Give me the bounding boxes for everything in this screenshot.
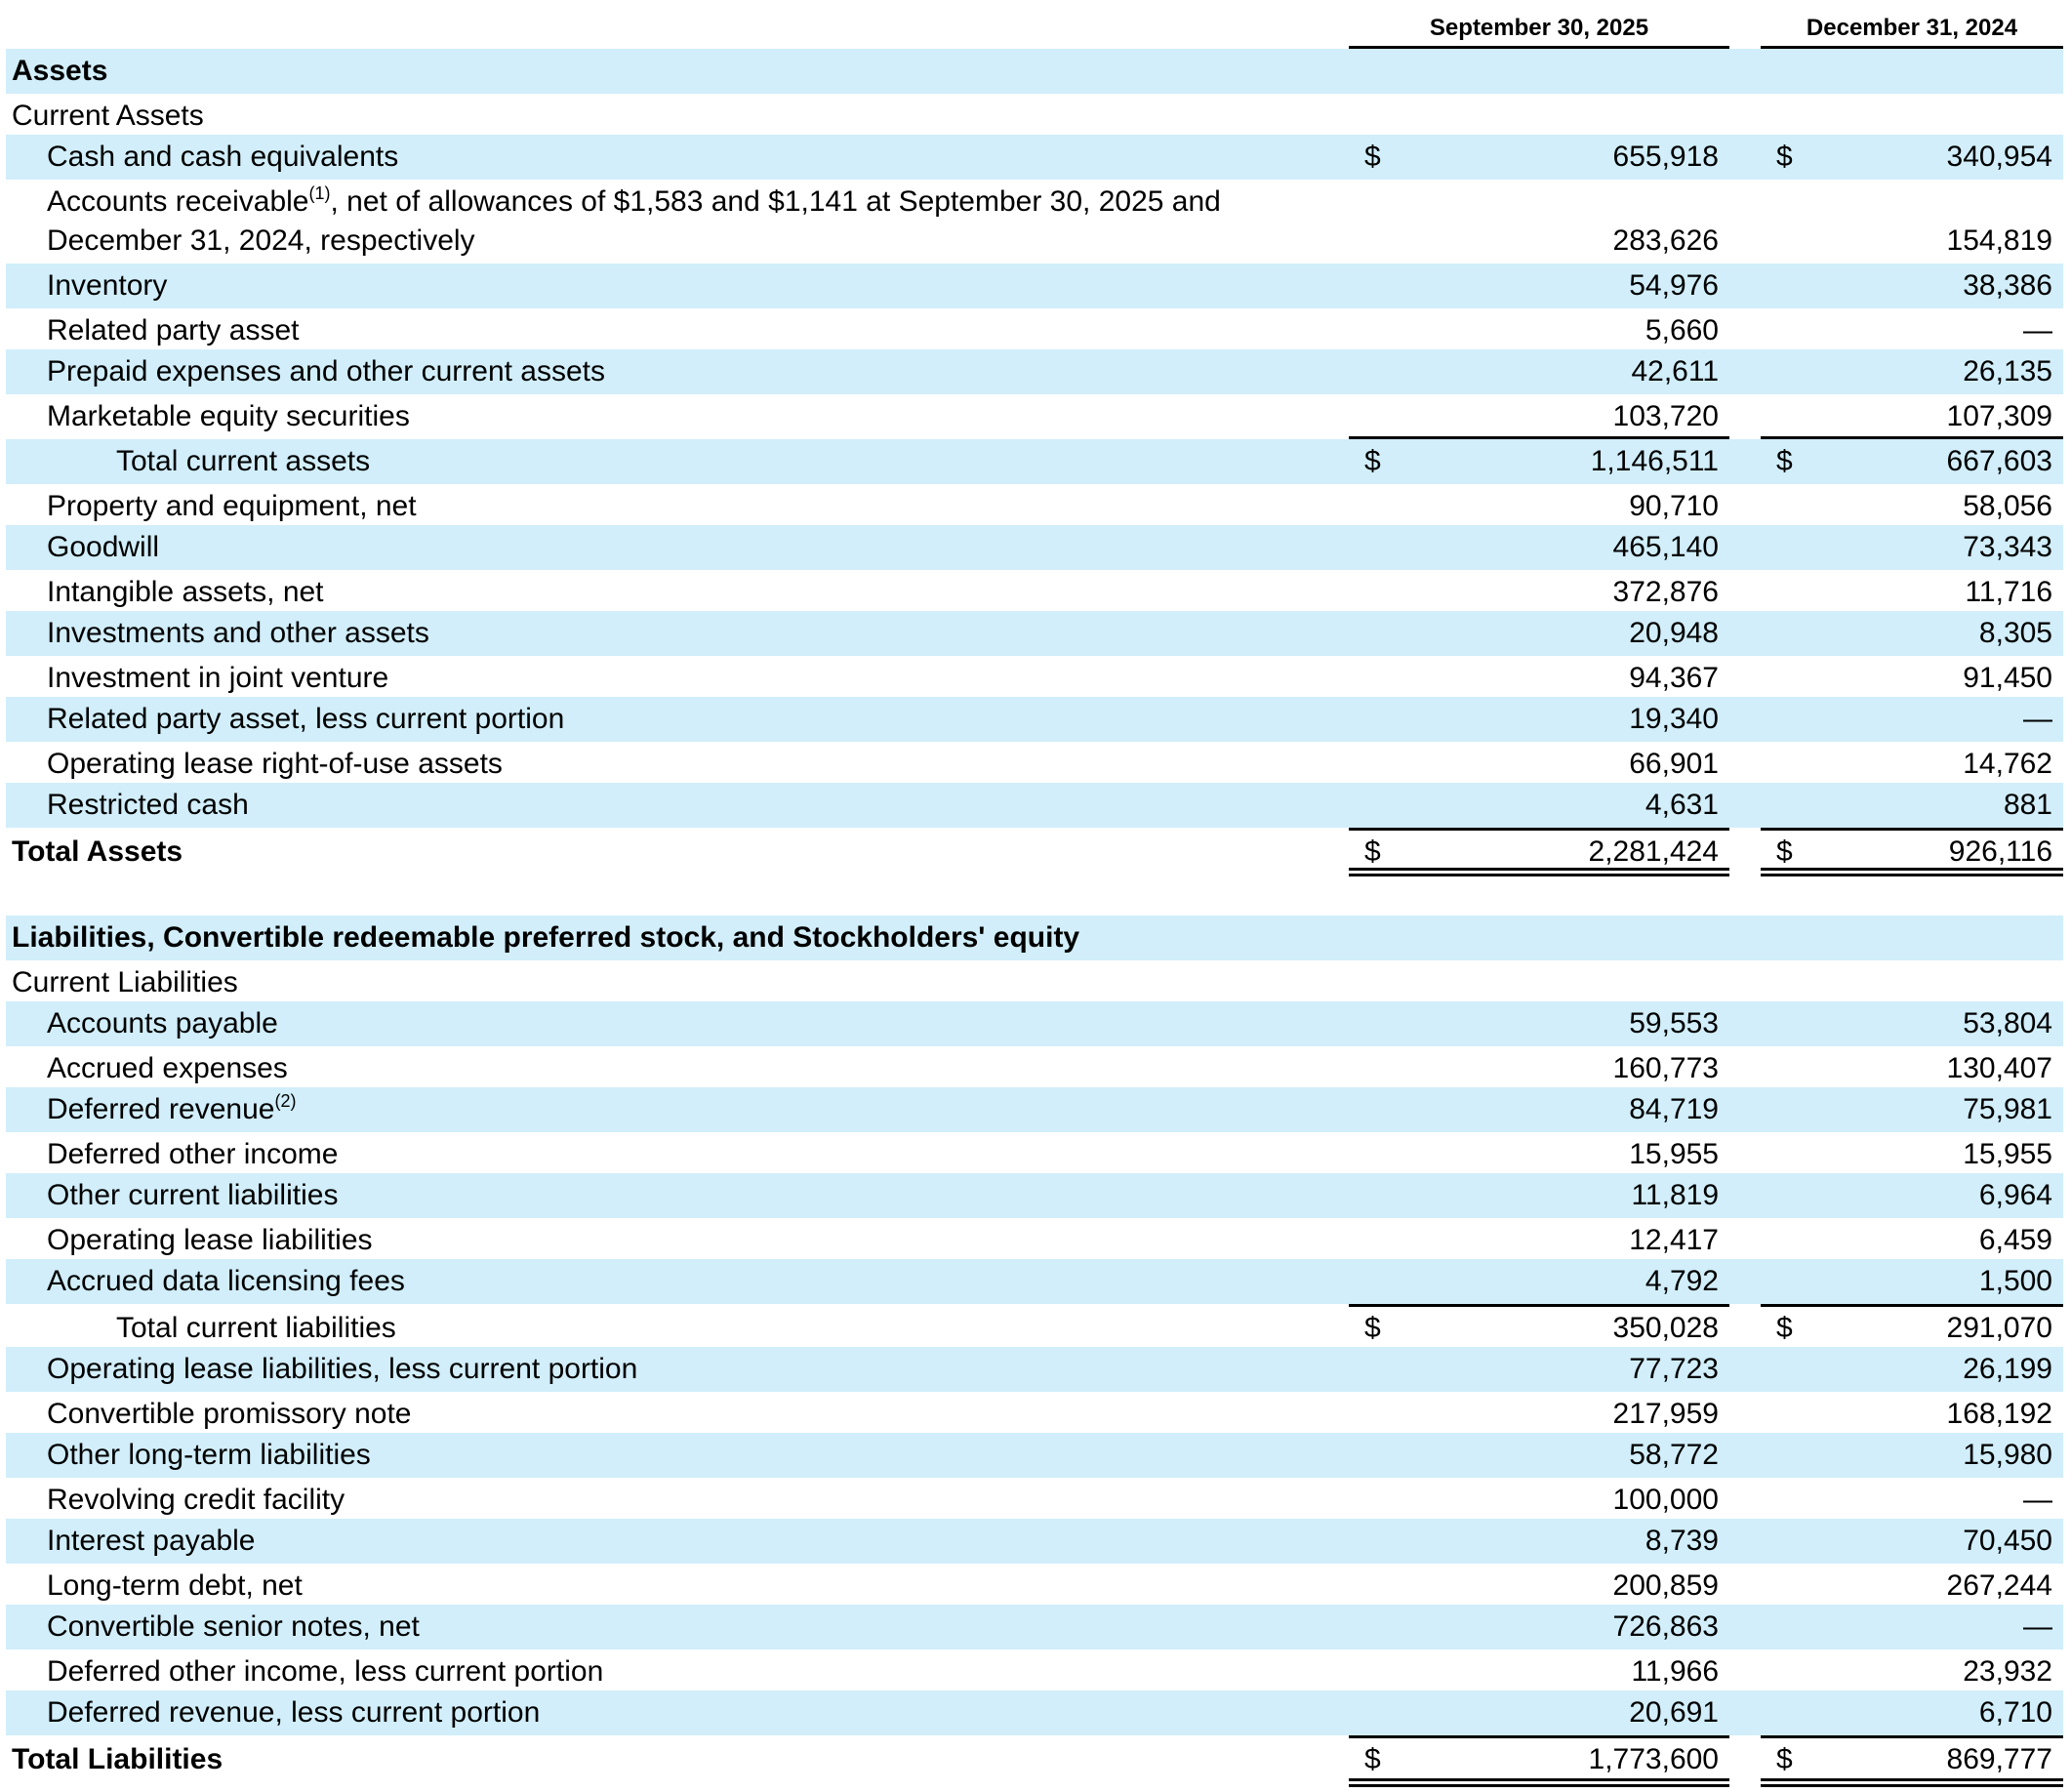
value-sep-2025: 5,660	[1645, 314, 1719, 346]
row-label: Prepaid expenses and other current assets	[47, 355, 606, 387]
value-dec-2024: 91,450	[1963, 662, 2052, 694]
subtotal-row	[6, 439, 2063, 484]
section-title: Liabilities, Convertible redeemable preferred stock, and Stockholders' equity	[12, 921, 1080, 954]
value-sep-2025: 217,959	[1612, 1398, 1719, 1430]
value-sep-2025: 20,691	[1629, 1696, 1719, 1729]
currency-symbol: $	[1776, 141, 1793, 173]
subsection-current-assets	[6, 94, 2063, 135]
double-underline	[1761, 874, 2063, 876]
section-title: Assets	[12, 55, 108, 87]
value-sep-2025: 42,611	[1631, 355, 1719, 387]
value-sep-2025: 1,773,600	[1588, 1743, 1719, 1775]
row-label-continued: December 31, 2024, respectively	[47, 224, 475, 257]
table-row	[6, 1218, 2063, 1259]
table-row	[6, 394, 2063, 435]
row-label: Long-term debt, net	[47, 1569, 303, 1602]
table-row	[6, 264, 2063, 308]
table-row	[6, 525, 2063, 570]
table-row	[6, 1347, 2063, 1392]
value-dec-2024: 168,192	[1946, 1398, 2052, 1430]
value-dec-2024: —	[2023, 1610, 2052, 1643]
subtotal-row	[6, 1306, 2063, 1347]
subsection-title: Current Liabilities	[12, 966, 238, 998]
table-row	[6, 1046, 2063, 1087]
value-dec-2024: 8,305	[1978, 617, 2052, 649]
value-dec-2024: 14,762	[1963, 748, 2052, 780]
row-label: Total Assets	[12, 835, 183, 868]
row-label: Related party asset	[47, 314, 300, 346]
value-sep-2025: 12,417	[1629, 1224, 1719, 1256]
footnote-marker: (2)	[274, 1091, 297, 1111]
value-sep-2025: 19,340	[1629, 703, 1719, 735]
value-dec-2024: 6,964	[1978, 1179, 2052, 1211]
value-dec-2024: 881	[2003, 789, 2052, 821]
value-sep-2025: 20,948	[1629, 617, 1719, 649]
value-sep-2025: 726,863	[1612, 1610, 1719, 1643]
table-row	[6, 656, 2063, 697]
footnote-marker: (1)	[308, 183, 331, 203]
row-label: Investments and other assets	[47, 617, 429, 649]
table-row	[6, 783, 2063, 828]
value-sep-2025: 350,028	[1612, 1312, 1719, 1344]
section-header-liabilities	[6, 916, 2063, 960]
row-label: Investment in joint venture	[47, 662, 389, 694]
table-row	[6, 1478, 2063, 1519]
value-dec-2024: 869,777	[1946, 1743, 2052, 1775]
value-dec-2024: 130,407	[1946, 1052, 2052, 1084]
value-dec-2024: 291,070	[1946, 1312, 2052, 1344]
value-dec-2024: 26,135	[1963, 355, 2052, 387]
row-label: Accrued data licensing fees	[47, 1265, 405, 1297]
row-label: Interest payable	[47, 1525, 256, 1557]
value-dec-2024: 667,603	[1946, 445, 2052, 477]
row-label: Marketable equity securities	[47, 400, 410, 432]
value-dec-2024: 926,116	[1948, 835, 2052, 868]
table-row	[6, 1001, 2063, 1046]
table-row	[6, 1564, 2063, 1605]
value-dec-2024: 154,819	[1946, 224, 2052, 257]
row-label: Accounts payable	[47, 1007, 278, 1039]
value-dec-2024: —	[2023, 314, 2052, 346]
currency-symbol: $	[1364, 835, 1381, 868]
row-label-part: Accounts receivable	[47, 185, 309, 218]
value-sep-2025: 4,631	[1645, 789, 1719, 821]
table-row	[6, 1519, 2063, 1564]
row-label: Intangible assets, net	[47, 576, 324, 608]
value-dec-2024: 70,450	[1963, 1525, 2052, 1557]
subsection-current-liabilities	[6, 960, 2063, 1001]
value-sep-2025: 465,140	[1612, 531, 1719, 563]
table-row	[6, 1259, 2063, 1304]
row-label: Property and equipment, net	[47, 490, 417, 522]
currency-symbol: $	[1776, 835, 1793, 868]
value-sep-2025: 58,772	[1629, 1439, 1719, 1471]
double-underline	[1349, 1784, 1729, 1787]
double-underline	[1349, 874, 1729, 876]
double-underline	[1349, 1778, 1729, 1781]
value-dec-2024: 23,932	[1963, 1655, 2052, 1688]
value-dec-2024: 15,980	[1963, 1439, 2052, 1471]
value-dec-2024: 1,500	[1978, 1265, 2052, 1297]
value-sep-2025: 100,000	[1612, 1484, 1719, 1516]
double-underline	[1761, 1784, 2063, 1787]
column-header-sep-2025: September 30, 2025	[1429, 15, 1649, 41]
value-dec-2024: 38,386	[1963, 269, 2052, 302]
table-row	[6, 1087, 2063, 1132]
currency-symbol: $	[1364, 141, 1381, 173]
value-sep-2025: 11,966	[1631, 1655, 1719, 1688]
row-label: Total current assets	[116, 445, 371, 477]
value-dec-2024: 58,056	[1963, 490, 2052, 522]
value-dec-2024: 53,804	[1963, 1007, 2052, 1039]
table-row	[6, 349, 2063, 394]
value-sep-2025: 372,876	[1612, 576, 1719, 608]
row-label: Other current liabilities	[47, 1179, 339, 1211]
value-sep-2025: 11,819	[1631, 1179, 1719, 1211]
value-sep-2025: 59,553	[1629, 1007, 1719, 1039]
table-row	[6, 611, 2063, 656]
value-sep-2025: 66,901	[1629, 748, 1719, 780]
currency-symbol: $	[1776, 445, 1793, 477]
row-label: Inventory	[47, 269, 168, 302]
double-underline	[1761, 868, 2063, 871]
value-sep-2025: 283,626	[1612, 224, 1719, 257]
currency-symbol: $	[1776, 1743, 1793, 1775]
value-dec-2024: 6,459	[1978, 1224, 2052, 1256]
value-dec-2024: 11,716	[1965, 576, 2052, 608]
row-label: Total Liabilities	[12, 1743, 223, 1775]
row-label: Goodwill	[47, 531, 160, 563]
row-label-part: , net of allowances of $1,583 and $1,141 at September 30, 2025 and	[330, 185, 1221, 218]
row-label: Operating lease liabilities, less current portion	[47, 1353, 638, 1385]
currency-symbol: $	[1364, 445, 1381, 477]
row-label: Cash and cash equivalents	[47, 141, 399, 173]
row-label: Deferred revenue, less current portion	[47, 1696, 541, 1729]
value-sep-2025: 160,773	[1612, 1052, 1719, 1084]
row-label: Operating lease liabilities	[47, 1224, 373, 1256]
table-row	[6, 570, 2063, 611]
value-sep-2025: 2,281,424	[1588, 835, 1719, 868]
value-sep-2025: 1,146,511	[1590, 445, 1719, 477]
subsection-title: Current Assets	[12, 100, 204, 132]
row-label: Accrued expenses	[47, 1052, 288, 1084]
row-label: Convertible senior notes, net	[47, 1610, 420, 1643]
value-sep-2025: 103,720	[1612, 400, 1719, 432]
value-sep-2025: 655,918	[1612, 141, 1719, 173]
value-sep-2025: 8,739	[1645, 1525, 1719, 1557]
value-dec-2024: 267,244	[1946, 1569, 2052, 1602]
value-dec-2024: 15,955	[1963, 1138, 2052, 1170]
value-sep-2025: 90,710	[1629, 490, 1719, 522]
value-dec-2024: —	[2023, 703, 2052, 735]
value-sep-2025: 77,723	[1629, 1353, 1719, 1385]
value-sep-2025: 200,859	[1612, 1569, 1719, 1602]
double-underline	[1349, 868, 1729, 871]
row-label: Revolving credit facility	[47, 1484, 345, 1516]
row-label: Deferred other income	[47, 1138, 339, 1170]
row-label: Related party asset, less current portion	[47, 703, 565, 735]
currency-symbol: $	[1364, 1743, 1381, 1775]
table-row	[6, 1690, 2063, 1735]
value-dec-2024: —	[2023, 1484, 2052, 1516]
value-dec-2024: 107,309	[1946, 400, 2052, 432]
value-sep-2025: 4,792	[1645, 1265, 1719, 1297]
table-row	[6, 742, 2063, 783]
total-row	[6, 830, 2063, 871]
row-label: Deferred other income, less current portion	[47, 1655, 604, 1688]
currency-symbol: $	[1776, 1312, 1793, 1344]
table-row	[6, 1649, 2063, 1690]
row-label: Other long-term liabilities	[47, 1439, 371, 1471]
value-sep-2025: 94,367	[1629, 662, 1719, 694]
row-label: Restricted cash	[47, 789, 249, 821]
table-row	[6, 484, 2063, 525]
value-dec-2024: 6,710	[1978, 1696, 2052, 1729]
double-underline	[1761, 1778, 2063, 1781]
value-dec-2024: 26,199	[1963, 1353, 2052, 1385]
row-label: Operating lease right-of-use assets	[47, 748, 503, 780]
value-dec-2024: 73,343	[1963, 531, 2052, 563]
currency-symbol: $	[1364, 1312, 1381, 1344]
column-header-dec-2024: December 31, 2024	[1806, 15, 2018, 41]
row-label-text: Deferred revenue	[47, 1093, 275, 1125]
section-header-assets	[6, 49, 2063, 94]
value-sep-2025: 15,955	[1629, 1138, 1719, 1170]
table-row	[6, 180, 2063, 264]
table-row	[6, 1132, 2063, 1173]
table-row	[6, 135, 2063, 180]
row-label: Total current liabilities	[116, 1312, 396, 1344]
table-row	[6, 308, 2063, 349]
value-dec-2024: 340,954	[1946, 141, 2052, 173]
table-row	[6, 697, 2063, 742]
value-sep-2025: 84,719	[1629, 1093, 1719, 1125]
row-label: Convertible promissory note	[47, 1398, 412, 1430]
value-dec-2024: 75,981	[1963, 1093, 2052, 1125]
table-row	[6, 1605, 2063, 1649]
table-row	[6, 1173, 2063, 1218]
total-row	[6, 1737, 2063, 1778]
row-label	[47, 1087, 296, 1132]
table-row	[6, 1433, 2063, 1478]
table-row	[6, 1392, 2063, 1433]
value-sep-2025: 54,976	[1629, 269, 1719, 302]
